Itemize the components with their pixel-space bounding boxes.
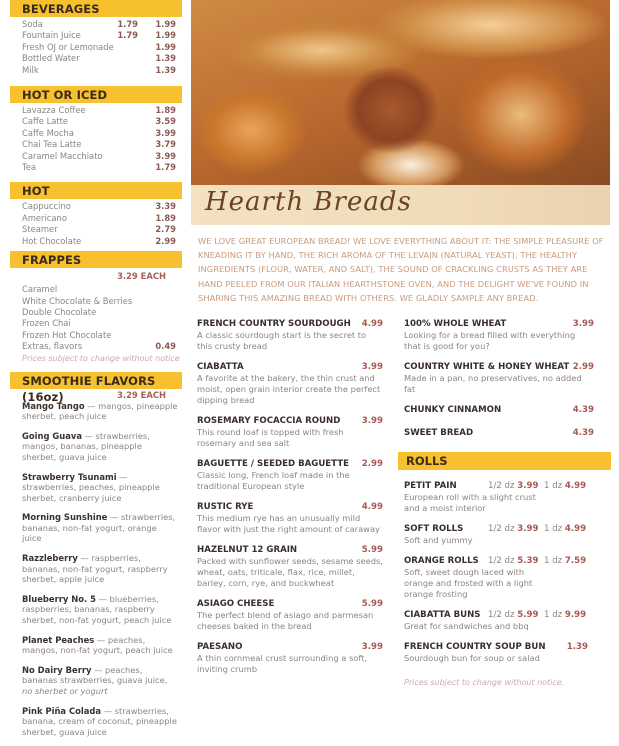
menu-item: Fresh OJ or Lemonade 1.99 (22, 41, 176, 52)
section-heading: HOT OR ICED (10, 86, 182, 103)
section-heading: FRAPPES (10, 251, 182, 268)
menu-item: Caramel (22, 284, 58, 295)
bread-item: SWEET BREAD 4.39 (404, 428, 594, 438)
smoothie-item: Pink Piña Colada — strawberries, banana, cream of coconut, pineapple sherbet, guava juice (22, 705, 177, 737)
bread-item: 100% WHOLE WHEAT 3.99 Looking for a bread filled with everything that is good for you? (404, 319, 594, 351)
menu-item: Frozen Chai (22, 318, 71, 329)
smoothie-item: Blueberry No. 5 — blueberries, raspberries, bananas, raspberry sherbet, non-fat yogurt, peach juice (22, 593, 172, 626)
hot-or-iced-section (10, 86, 182, 182)
menu-item: Lavazza Coffee 1.89 (22, 105, 176, 116)
bread-item: BAGUETTE / SEEDED BAGUETTE 2.99 Classic long, French loaf made in the traditional European style (197, 459, 383, 491)
menu-item: Milk 1.39 (22, 64, 176, 75)
menu-item: Caffe Mocha 3.99 (22, 127, 176, 138)
menu-item: Frozen Hot Chocolate (22, 329, 112, 340)
smoothie-item: Planet Peaches — peaches, mangos, non-fat yogurt, peach juice (22, 634, 173, 656)
bread-item: ASIAGO CHEESE 5.99 The perfect blend of asiago and parmesan cheeses baked in the bread (197, 599, 383, 631)
bread-item: CIABATTA 3.99 A favorite at the bakery, the thin crust and moist, open grain interior create the perfect dipping bread (197, 362, 383, 405)
smoothie-item: Strawberry Tsunami — strawberries, peaches, pineapple sherbet, cranberry juice (22, 471, 160, 503)
bread-item: FRENCH COUNTRY SOURDOUGH 4.99 A classic sourdough start is the secret to this crusty bread (197, 319, 383, 351)
menu-item: White Chocolate & Berries (22, 295, 133, 306)
hearth-breads-intro: WE LOVE GREAT EUROPEAN BREAD! WE LOVE EVERYTHING ABOUT IT: THE SIMPLE PLEASURE OF KNEADING IT BY HAND, THE RICH AROMA OF THE LEVAIN (NATURAL YEAST), THE HEALTHY INGREDIENTS (FLOUR, WATER, AND SALT), THE SOUND OF CRACKLING CRUSTS AS THEY ARE HAND PEELED FROM OUR ITALIAN HEARTHSTONE OVEN, AND THE DELIGHT WE'VE FOUND IN SHARING THIS AMAZING BREAD WITH OTHERS. WE GLADLY SAMPLE ANY BREAD. (198, 236, 604, 303)
roll-item: ORANGE ROLLS 1/2 dz 5.39 1 dz 7.59 Soft, sweet dough laced with orange and frosted with a light orange frosting (404, 556, 587, 599)
menu-item: Hot Chocolate 2.99 (22, 235, 176, 246)
bread-photo (191, 0, 610, 187)
smoothie-item: Morning Sunshine — strawberries, bananas, non-fat yogurt, orange juice (22, 512, 176, 544)
menu-item: Caramel Macchiato 3.99 (22, 150, 176, 161)
bread-item: COUNTRY WHITE & HONEY WHEAT 2.99 Made in a pan, no preservatives, no added fat (404, 362, 594, 394)
menu-item: Americano 1.89 (22, 212, 176, 223)
bread-item: RUSTIC RYE 4.99 This medium rye has an unusually mild flavor with just the right amount of caraway (197, 502, 383, 534)
breads-column-right (404, 318, 594, 448)
frappe-price-each: 3.29 EACH (117, 271, 166, 282)
menu-item: Soda 1.79 1.99 (22, 19, 176, 29)
hot-section (10, 182, 182, 251)
price-disclaimer: Prices subject to change without notice (22, 353, 180, 363)
menu-item: Chai Tea Latte 3.79 (22, 139, 176, 150)
bread-item: CHUNKY CINNAMON 4.39 (404, 405, 594, 415)
section-heading: HOT (10, 182, 182, 199)
menu-item: Steamer 2.79 (22, 224, 176, 235)
menu-item: Caffe Latte 3.59 (22, 116, 176, 127)
section-heading: SMOOTHIE FLAVORS (16oz) (10, 372, 182, 389)
rolls-section (404, 480, 594, 673)
smoothie-item: Razzleberry — raspberries, bananas, non-fat yogurt, raspberry sherbet, apple juice (22, 553, 168, 585)
bread-item: PAESANO 3.99 A thin cornmeal crust surrounding a soft, inviting crumb (197, 642, 383, 674)
section-heading: BEVERAGES (10, 0, 182, 17)
rolls-heading: ROLLS (398, 452, 611, 470)
bread-item: HAZELNUT 12 GRAIN 5.99 Packed with sunflower seeds, sesame seeds, wheat, oats, triticale, flax, rice, millet, barley, corn, rye, and buckwheat (197, 545, 383, 588)
menu-item: Fountain Juice 1.79 1.99 (22, 30, 176, 41)
beverages-section (10, 0, 182, 86)
smoothie-item: No Dairy Berry — peaches, bananas strawberries, guava juice, no sherbet or yogurt (22, 664, 168, 696)
menu-item: Tea 1.79 (22, 162, 176, 173)
menu-item: Cappuccino 3.39 (22, 201, 176, 212)
roll-item-soup-bun: FRENCH COUNTRY SOUP BUN 1.39 Sourdough bun for soup or salad (404, 642, 588, 663)
menu-item: Extras, flavors 0.49 (22, 341, 176, 352)
roll-item: PETIT PAIN 1/2 dz 3.99 1 dz 4.99 European roll with a slight crust and a moist interior (404, 481, 587, 513)
roll-item: SOFT ROLLS 1/2 dz 3.99 1 dz 4.99 Soft and yummy (404, 524, 587, 545)
smoothie-item: Going Guava — strawberries, mangos, bananas, pineapple sherbet, guava juice (22, 430, 150, 462)
bread-item: ROSEMARY FOCACCIA ROUND 3.99 This round loaf is topped with fresh rosemary and sea salt (197, 416, 383, 448)
menu-item: Double Chocolate (22, 306, 97, 317)
price-disclaimer: Prices subject to change without notice. (404, 678, 565, 687)
smoothie-item: Mango Tango — mangos, pineapple sherbet, peach juice (22, 400, 178, 422)
frappes-section (10, 251, 182, 363)
breads-column-left (197, 318, 383, 684)
roll-item: CIABATTA BUNS 1/2 dz 5.99 1 dz 9.99 Great for sandwiches and bbq (404, 610, 587, 631)
smoothies-section (10, 372, 182, 738)
drinks-column (10, 0, 182, 746)
hearth-breads-title: Hearth Breads (205, 187, 412, 217)
hearth-breads-banner (191, 185, 610, 225)
smoothie-price-each: 3.29 EACH (117, 389, 166, 400)
menu-item: Bottled Water 1.39 (22, 53, 176, 64)
